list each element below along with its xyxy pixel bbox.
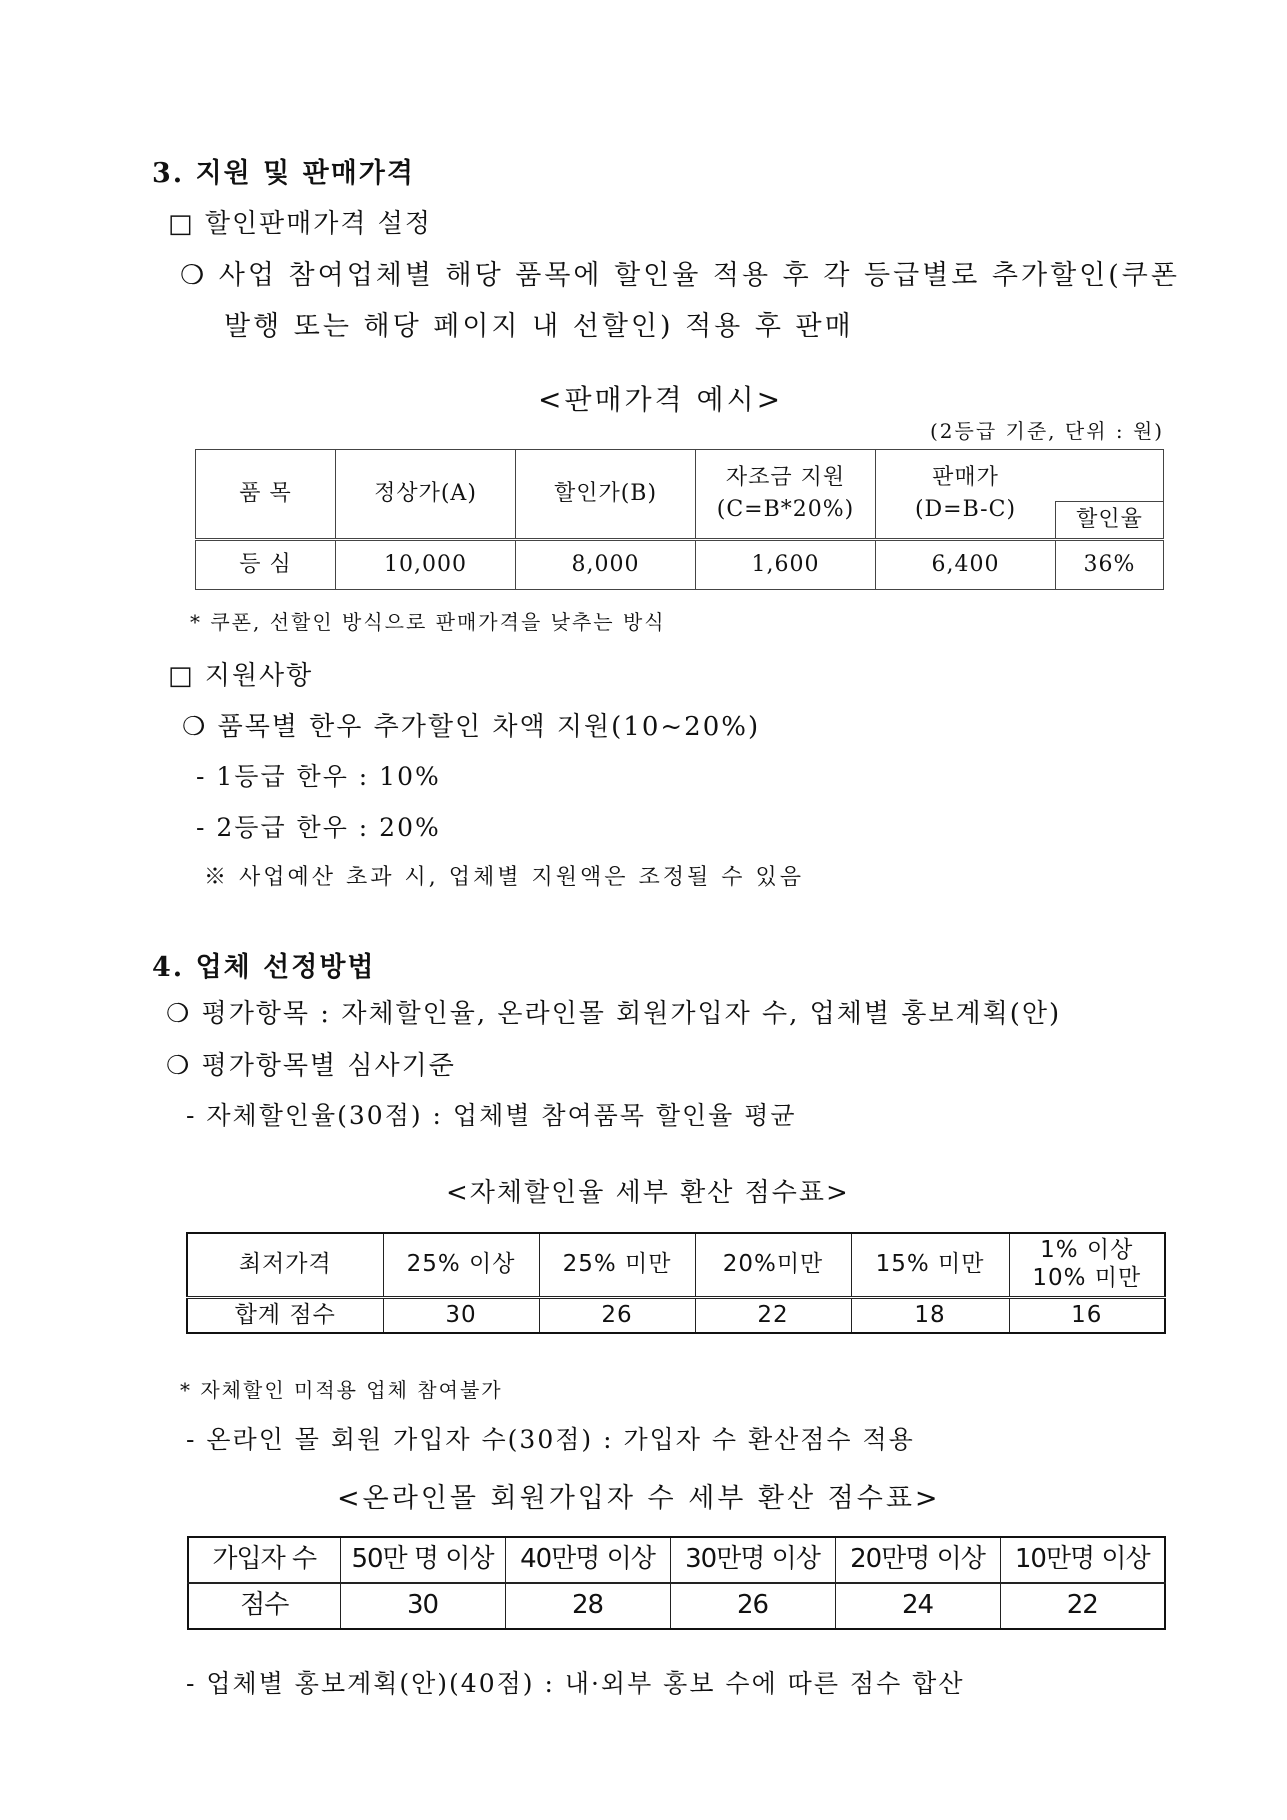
th-regular-price: 정상가(A) bbox=[336, 450, 516, 540]
bullet-discount-line2: 발행 또는 해당 페이지 내 선할인) 적용 후 판매 bbox=[224, 311, 854, 342]
th-1-10 bbox=[1009, 1233, 1165, 1297]
th-sale-line2: (D=B-C) bbox=[914, 497, 1017, 522]
table2-note: * 자체할인 미적용 업체 참여불가 bbox=[180, 1378, 503, 1402]
td-score-26: 26 bbox=[539, 1297, 695, 1333]
td-item: 등 심 bbox=[196, 540, 336, 590]
th-400k: 40만명 이상 bbox=[505, 1537, 670, 1583]
dash-online-members: - 온라인 몰 회원 가입자 수(30점) : 가입자 수 환산점수 적용 bbox=[186, 1425, 915, 1454]
box-item-support: □ 지원사항 bbox=[168, 661, 314, 691]
th-members: 가입자 수 bbox=[188, 1537, 340, 1583]
section-4-heading: 4. 업체 선정방법 bbox=[152, 952, 376, 983]
td-score-300k: 26 bbox=[670, 1583, 835, 1629]
online-member-score-table bbox=[187, 1536, 1166, 1630]
dash-promotion-plan: - 업체별 홍보계획(안)(40점) : 내·외부 홍보 수에 따른 점수 합산 bbox=[186, 1669, 965, 1698]
sale-price-example-table bbox=[195, 449, 1164, 590]
th-500k: 50만 명 이상 bbox=[340, 1537, 505, 1583]
th-sale-price bbox=[876, 450, 1056, 540]
th-200k: 20만명 이상 bbox=[835, 1537, 1000, 1583]
th-100k: 10만명 이상 bbox=[1000, 1537, 1165, 1583]
th-subsidy-line2: (C=B*20%) bbox=[716, 497, 855, 522]
th-subsidy bbox=[696, 450, 876, 540]
td-score-16: 16 bbox=[1009, 1297, 1165, 1333]
td-score-400k: 28 bbox=[505, 1583, 670, 1629]
td-score-500k: 30 bbox=[340, 1583, 505, 1629]
td-regular-price: 10,000 bbox=[336, 540, 516, 590]
th-15-under: 15% 미만 bbox=[851, 1233, 1009, 1297]
td-score-22: 22 bbox=[695, 1297, 851, 1333]
bullet-eval-items: ❍ 평가항목 : 자체할인율, 온라인몰 회원가입자 수, 업체별 홍보계획(안) bbox=[166, 999, 1062, 1029]
dash-self-discount: - 자체할인율(30점) : 업체별 참여품목 할인율 평균 bbox=[186, 1101, 797, 1130]
th-blank bbox=[1056, 450, 1164, 502]
table1-note: * 쿠폰, 선할인 방식으로 판매가격을 낮추는 방식 bbox=[190, 610, 666, 634]
th-discount-price: 할인가(B) bbox=[516, 450, 696, 540]
td-discount-rate: 36% bbox=[1056, 540, 1164, 590]
th-discount-rate: 할인율 bbox=[1056, 502, 1164, 540]
th-item: 품 목 bbox=[196, 450, 336, 540]
td-discount-price: 8,000 bbox=[516, 540, 696, 590]
box-item-discount-price: □ 할인판매가격 설정 bbox=[168, 209, 433, 239]
th-20-under: 20%미만 bbox=[695, 1233, 851, 1297]
th-lowest-price: 최저가격 bbox=[187, 1233, 383, 1297]
td-sale-price: 6,400 bbox=[876, 540, 1056, 590]
td-total-score: 합계 점수 bbox=[187, 1297, 383, 1333]
td-score-18: 18 bbox=[851, 1297, 1009, 1333]
th-subsidy-line1: 자조금 지원 bbox=[725, 465, 846, 491]
td-score-100k: 22 bbox=[1000, 1583, 1165, 1629]
th-300k: 30만명 이상 bbox=[670, 1537, 835, 1583]
td-score-200k: 24 bbox=[835, 1583, 1000, 1629]
th-25-over: 25% 이상 bbox=[383, 1233, 539, 1297]
budget-note: ※ 사업예산 초과 시, 업체별 지원액은 조정될 수 있음 bbox=[204, 865, 804, 890]
self-discount-score-table bbox=[186, 1232, 1166, 1334]
bullet-support: ❍ 품목별 한우 추가할인 차액 지원(10~20%) bbox=[182, 712, 761, 742]
table2-caption: <자체할인율 세부 환산 점수표> bbox=[446, 1178, 850, 1208]
table3-caption: <온라인몰 회원가입자 수 세부 환산 점수표> bbox=[337, 1483, 941, 1514]
bullet-discount-line1: ❍ 사업 참여업체별 해당 품목에 할인율 적용 후 각 등급별로 추가할인(쿠폰 bbox=[180, 260, 1180, 291]
bullet-eval-criteria: ❍ 평가항목별 심사기준 bbox=[166, 1051, 456, 1081]
th-1-10-line1: 1% 이상 bbox=[1040, 1237, 1134, 1264]
th-25-under: 25% 미만 bbox=[539, 1233, 695, 1297]
table1-unit: (2등급 기준, 단위 : 원) bbox=[930, 419, 1165, 443]
td-score-30: 30 bbox=[383, 1297, 539, 1333]
th-sale-line1: 판매가 bbox=[932, 465, 999, 491]
dash-grade2: - 2등급 한우 : 20% bbox=[196, 813, 441, 842]
table1-caption: <판매가격 예시> bbox=[538, 383, 784, 416]
td-subsidy: 1,600 bbox=[696, 540, 876, 590]
section-3-heading: 3. 지원 및 판매가격 bbox=[152, 158, 415, 189]
td-score-label: 점수 bbox=[188, 1583, 340, 1629]
th-1-10-line2: 10% 미만 bbox=[1032, 1264, 1142, 1291]
dash-grade1: - 1등급 한우 : 10% bbox=[196, 762, 441, 791]
